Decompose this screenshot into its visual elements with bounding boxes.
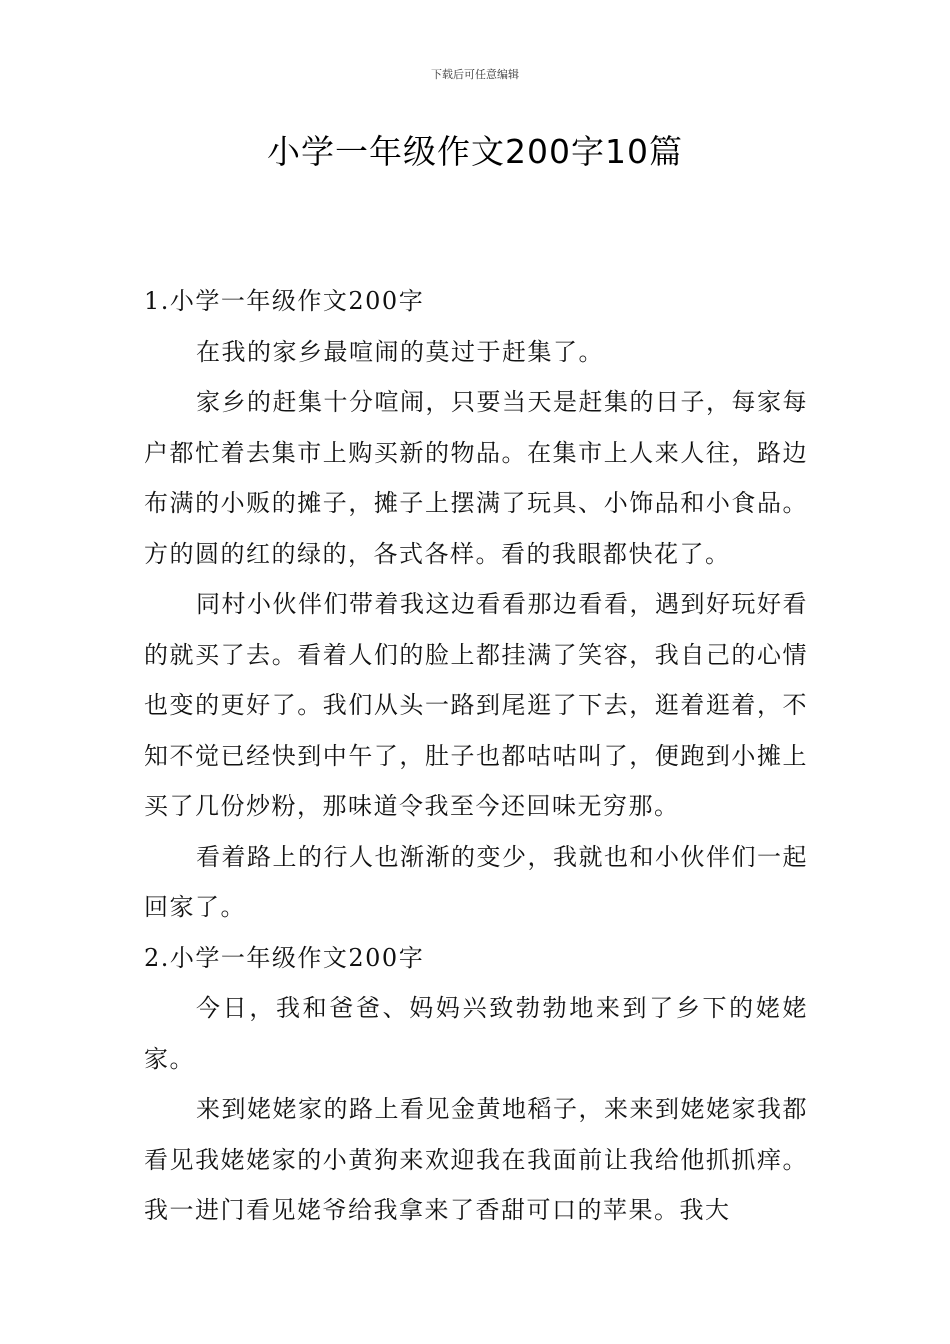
paragraph: 在我的家乡最喧闹的莫过于赶集了。	[196, 337, 604, 366]
paragraph: 家乡的赶集十分喧闹，只要当天是赶集的日子，每家每户都忙着去集市上购买新的物品。在集市上人来人往，路边布满的小贩的摊子，摊子上摆满了玩具、小饰品和小食品。方的圆的红的绿的，各式各样。看的我眼都快花了。	[144, 388, 808, 568]
section-heading: 2.小学一年级作文200字	[144, 943, 425, 972]
paragraph: 同村小伙伴们带着我这边看看那边看看，遇到好玩好看的就买了去。看着人们的脸上都挂满了笑容，我自己的心情也变的更好了。我们从头一路到尾逛了下去，逛着逛着，不知不觉已经快到中午了，肚子也都咕咕叫了，便跑到小摊上买了几份炒粉，那味道令我至今还回味无穷那。	[144, 590, 808, 820]
header-note: 下载后可任意编辑	[431, 68, 519, 81]
document-body	[144, 276, 808, 1236]
paragraph: 看着路上的行人也渐渐的变少，我就也和小伙伴们一起回家了。	[144, 842, 808, 921]
document-title: 小学一年级作文200字10篇	[267, 132, 683, 171]
paragraph: 今日，我和爸爸、妈妈兴致勃勃地来到了乡下的姥姥家。	[144, 994, 808, 1073]
paragraph: 来到姥姥家的路上看见金黄地稻子，来来到姥姥家我都看见我姥姥家的小黄狗来欢迎我在我面前让我给他抓抓痒。我一进门看见姥爷给我拿来了香甜可口的苹果。我大	[144, 1095, 808, 1224]
section-heading: 1.小学一年级作文200字	[144, 287, 425, 315]
